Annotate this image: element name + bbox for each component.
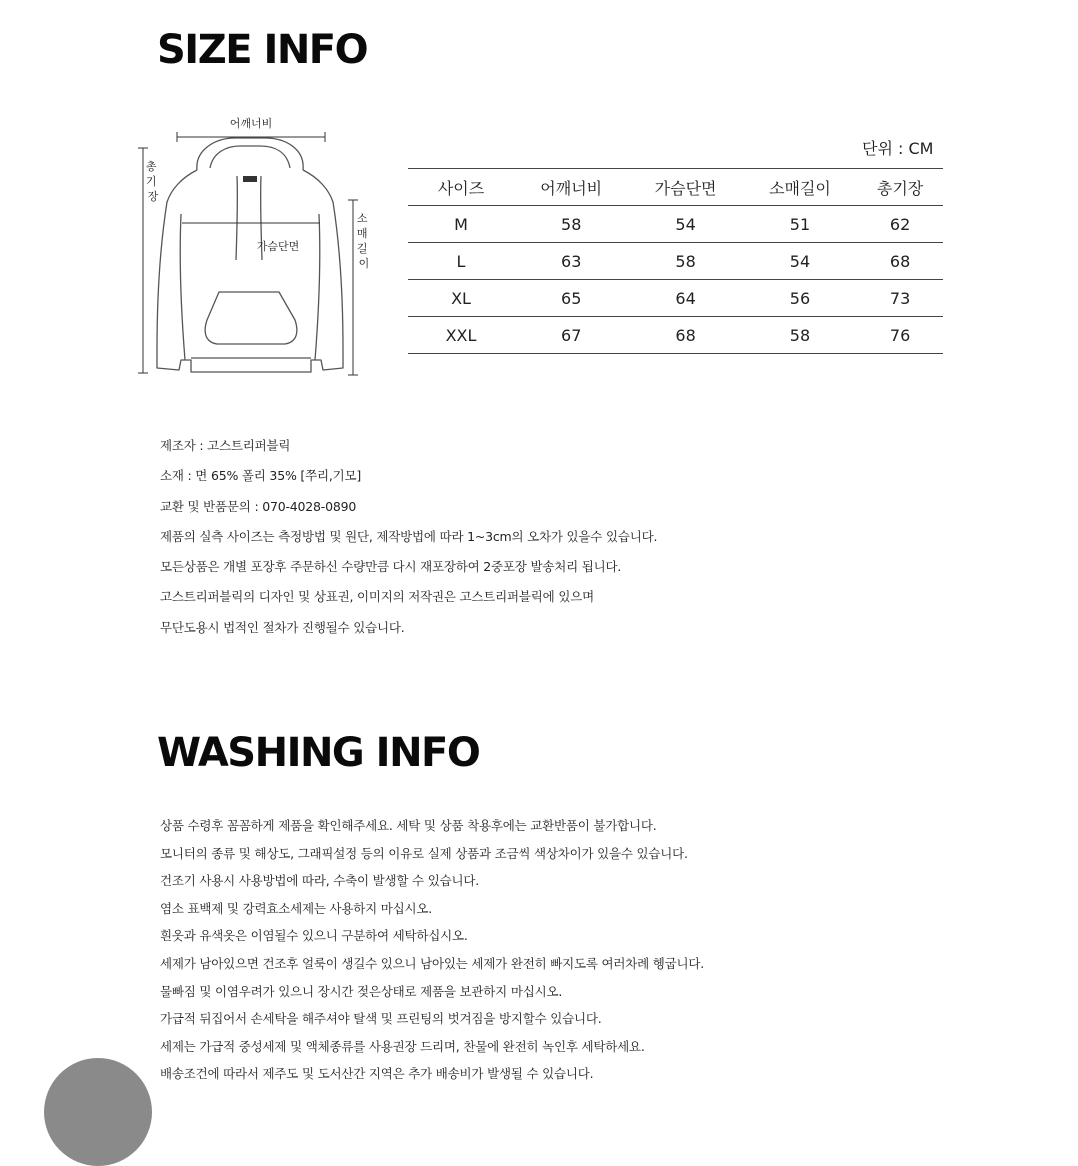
size-table-header-row bbox=[408, 169, 943, 206]
unit-label: 단위 : CM bbox=[862, 139, 934, 158]
header-length: 총기장 bbox=[857, 169, 943, 206]
chest-width-label: 가슴단면 bbox=[256, 240, 300, 253]
table-cell: XXL bbox=[408, 317, 514, 354]
table-cell: 58 bbox=[628, 243, 742, 280]
table-row bbox=[408, 243, 943, 280]
shoulder-width-label: 어깨너비 bbox=[229, 117, 273, 130]
table-cell: 76 bbox=[857, 317, 943, 354]
header-chest: 가슴단면 bbox=[628, 169, 742, 206]
list-item: 배송조건에 따라서 제주도 및 도서산간 지역은 추가 배송비가 발생될 수 있습니다. bbox=[160, 1066, 594, 1082]
sleeve-length-label: 소 매 길 이 bbox=[356, 212, 370, 270]
list-item: 교환 및 반품문의 : 070-4028-0890 bbox=[160, 498, 357, 514]
list-item: 고스트리퍼블릭의 디자인 및 상표권, 이미지의 저작권은 고스트리퍼블릭에 있으며 bbox=[160, 589, 594, 605]
list-item: 세제가 남아있으면 건조후 얼룩이 생길수 있으니 남아있는 세제가 완전히 빠지도록 여러차례 헹굽니다. bbox=[160, 955, 705, 971]
table-cell: 62 bbox=[857, 206, 943, 243]
product-info-list bbox=[160, 436, 657, 648]
list-item: 무단도용시 법적인 절차가 진행될수 있습니다. bbox=[160, 619, 405, 635]
table-row bbox=[408, 206, 943, 243]
table-cell: 65 bbox=[514, 280, 628, 317]
list-item: 모든상품은 개별 포장후 주문하신 수량만큼 다시 재포장하여 2중포장 발송처리 됩니다. bbox=[160, 559, 622, 575]
table-cell: 63 bbox=[514, 243, 628, 280]
table-cell: 58 bbox=[743, 317, 857, 354]
list-item: 흰옷과 유색옷은 이염될수 있으니 구분하여 세탁하십시오. bbox=[160, 928, 468, 944]
table-cell: L bbox=[408, 243, 514, 280]
list-item: 모니터의 종류 및 해상도, 그래픽설정 등의 이유로 실제 상품과 조금씩 색상차이가 있을수 있습니다. bbox=[160, 845, 688, 861]
table-cell: 68 bbox=[628, 317, 742, 354]
table-cell: 54 bbox=[743, 243, 857, 280]
list-item: 물빠짐 및 이염우려가 있으니 장시간 젖은상태로 제품을 보관하지 마십시오. bbox=[160, 983, 563, 999]
table-cell: 58 bbox=[514, 206, 628, 243]
list-item: 소재 : 면 65% 폴리 35% [쭈리,기모] bbox=[160, 468, 362, 484]
washing-info-list bbox=[160, 816, 704, 1092]
hoodie-measurement-diagram bbox=[135, 110, 385, 385]
table-cell: XL bbox=[408, 280, 514, 317]
list-item: 가급적 뒤집어서 손세탁을 해주셔야 탈색 및 프린팅의 벗겨짐을 방지할수 있습니다. bbox=[160, 1011, 602, 1027]
list-item: 제품의 실측 사이즈는 측정방법 및 원단, 제작방법에 따라 1~3cm의 오차가 있을수 있습니다. bbox=[160, 528, 658, 544]
table-cell: 54 bbox=[628, 206, 742, 243]
floating-circle-button[interactable] bbox=[44, 1058, 152, 1166]
table-cell: 51 bbox=[743, 206, 857, 243]
list-item: 제조자 : 고스트리퍼블릭 bbox=[160, 438, 291, 453]
table-cell: 73 bbox=[857, 280, 943, 317]
list-item: 세제는 가급적 중성세제 및 액체종류를 사용권장 드리며, 찬물에 완전히 녹인후 세탁하세요. bbox=[160, 1038, 645, 1054]
shoulder-width-marker bbox=[177, 132, 325, 142]
list-item: 염소 표백제 및 강력효소세제는 사용하지 마십시오. bbox=[160, 900, 433, 916]
table-cell: M bbox=[408, 206, 514, 243]
size-table bbox=[408, 168, 943, 354]
header-size: 사이즈 bbox=[408, 169, 514, 206]
table-cell: 68 bbox=[857, 243, 943, 280]
list-item: 상품 수령후 꼼꼼하게 제품을 확인해주세요. 세탁 및 상품 착용후에는 교환반품이 불가합니다. bbox=[160, 818, 657, 833]
list-item: 건조기 사용시 사용방법에 따라, 수축이 발생할 수 있습니다. bbox=[160, 873, 479, 889]
header-shoulder: 어깨너비 bbox=[514, 169, 628, 206]
table-cell: 64 bbox=[628, 280, 742, 317]
hoodie-outline bbox=[157, 138, 343, 372]
neck-tag bbox=[243, 176, 257, 182]
table-row bbox=[408, 280, 943, 317]
table-cell: 56 bbox=[743, 280, 857, 317]
washing-info-heading: WASHING INFO bbox=[157, 730, 480, 776]
total-length-label: 총 기 장 bbox=[145, 160, 159, 203]
table-row bbox=[408, 317, 943, 354]
table-cell: 67 bbox=[514, 317, 628, 354]
header-sleeve: 소매길이 bbox=[743, 169, 857, 206]
size-info-heading: SIZE INFO bbox=[157, 27, 368, 73]
